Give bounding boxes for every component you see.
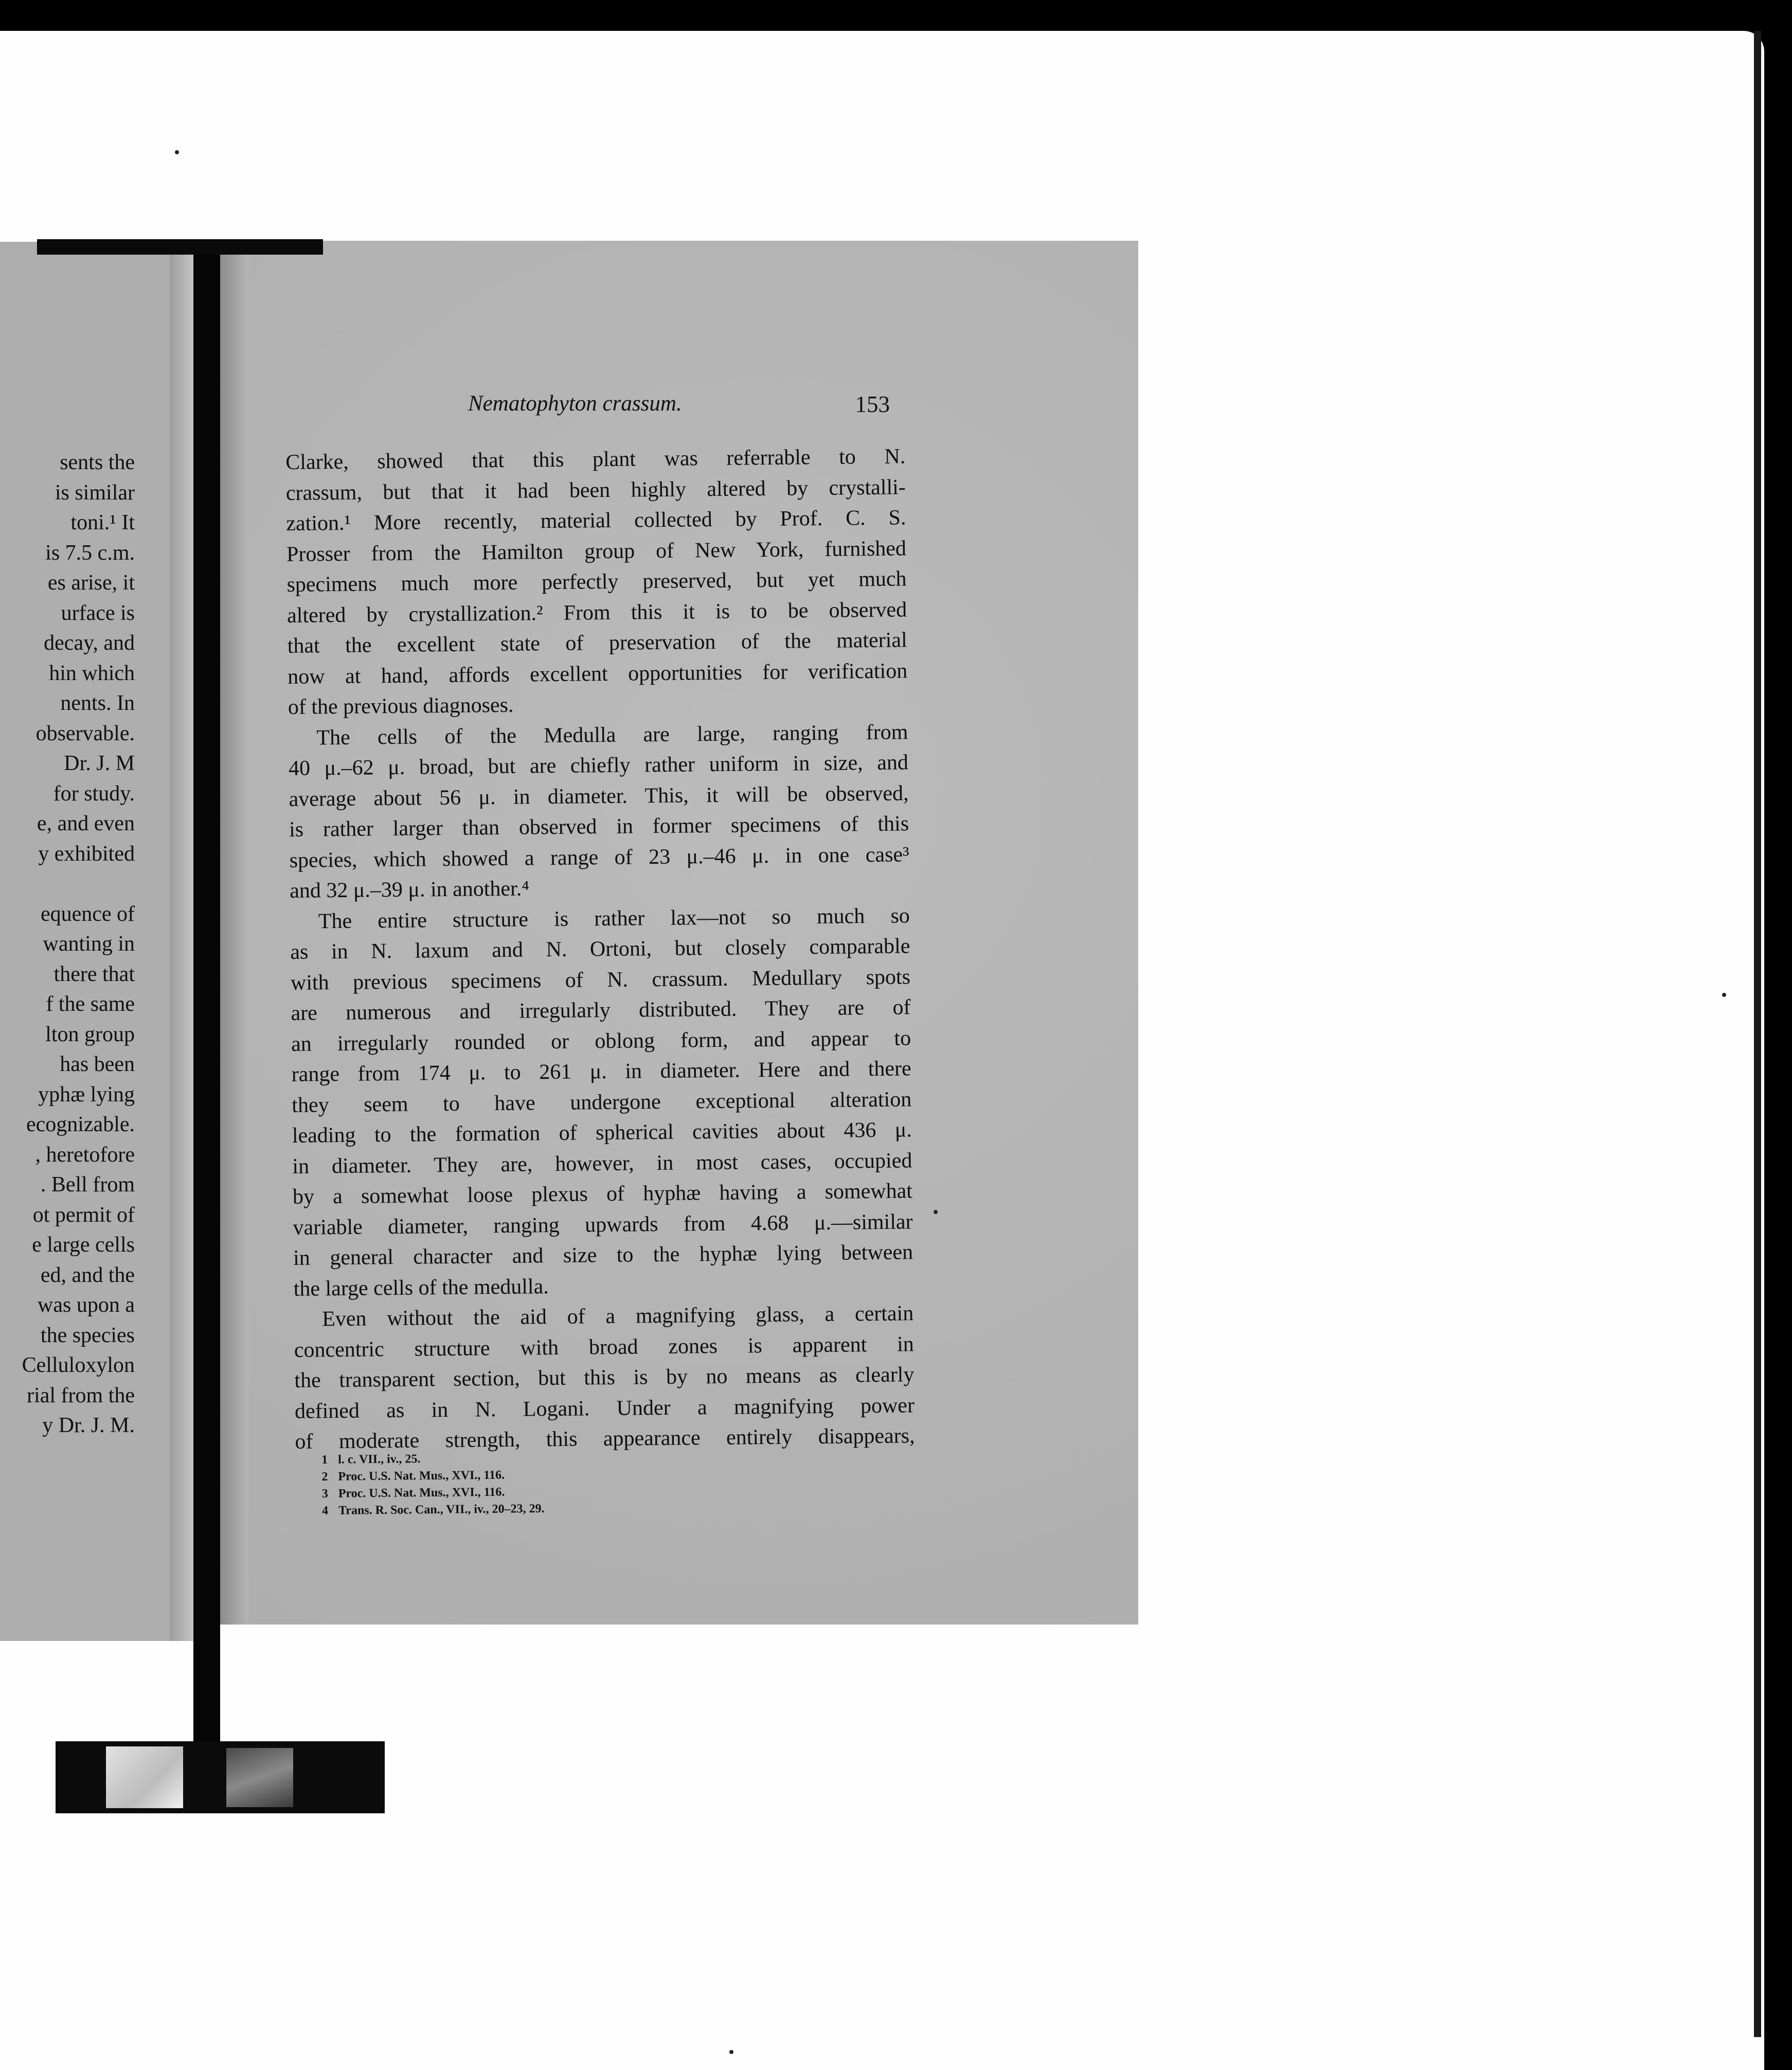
previous-page-line: the species [40, 1323, 135, 1347]
text-line: species, which showed a range of 23 μ.–46 μ. in one case³ [289, 842, 909, 872]
previous-page-line: sents the [60, 451, 135, 474]
text-line: and 32 μ.–39 μ. in another.⁴ [290, 877, 530, 903]
previous-page-line: equence of [40, 902, 135, 926]
previous-page-line: ed, and the [40, 1263, 135, 1287]
page-number: 153 [855, 391, 890, 417]
text-line: in general character and size to the hyphæ lying between [293, 1240, 913, 1270]
previous-page-line: rial from the [27, 1383, 135, 1407]
dust-speck [175, 150, 179, 154]
previous-page-line: , heretofore [35, 1143, 135, 1167]
previous-page-line: es arise, it [47, 571, 135, 595]
previous-page-line: toni.¹ It [70, 511, 135, 534]
previous-page-line: lton group [45, 1022, 135, 1046]
text-line: that the excellent state of preservation of the material [287, 628, 907, 658]
text-line: zation.¹ More recently, material collected by Prof. C. S. [286, 506, 906, 536]
text-line: average about 56 μ. in diameter. This, it will be observed, [289, 781, 909, 811]
text-line: The cells of the Medulla are large, ranging from [316, 720, 908, 750]
footnote-text: Trans. R. Soc. Can., VII., iv., 20–23, 29. [338, 1502, 545, 1518]
footnote-number: 3 [321, 1487, 328, 1501]
binding-tab-top [37, 239, 323, 255]
previous-page-line: ot permit of [32, 1203, 135, 1227]
previous-page-line: y exhibited [38, 842, 135, 866]
previous-page-line: wanting in [43, 932, 135, 956]
text-line: 40 μ.–62 μ. broad, but are chiefly rather uniform in size, and [288, 751, 909, 780]
footnotes [321, 1447, 785, 1520]
previous-page-line: is similar [55, 480, 135, 505]
footnote-text: l. c. VII., iv., 25. [338, 1452, 421, 1467]
text-line: specimens much more perfectly preserved, but yet much [286, 567, 907, 597]
text-line: altered by crystallization.² From this it is to be observed [286, 597, 907, 628]
previous-page-line: observable. [35, 721, 135, 745]
text-line: Prosser from the Hamilton group of New York, furnished [286, 536, 907, 566]
previous-page-line: y Dr. J. M. [42, 1414, 135, 1437]
binding-tab-shadow [226, 1748, 293, 1807]
footnote-number: 2 [321, 1470, 328, 1484]
text-line: are numerous and irregularly distributed. They are of [291, 995, 911, 1025]
text-line: by a somewhat loose plexus of hyphæ having a somewhat [292, 1179, 913, 1209]
card-edge [1754, 31, 1761, 2037]
previous-page-line: yphæ lying [38, 1082, 135, 1107]
text-line: The entire structure is rather lax—not so much so [318, 903, 910, 933]
previous-page-line: hin which [49, 661, 135, 685]
running-title: Nematophyton crassum. [468, 391, 682, 416]
previous-page-line [0, 869, 135, 899]
dust-speck [1722, 993, 1726, 997]
text-line: concentric structure with broad zones is apparent in [294, 1332, 915, 1362]
previous-page-line: Celluloxylon [22, 1353, 135, 1377]
previous-page-line: f the same [46, 992, 135, 1016]
previous-page-line: e large cells [32, 1233, 135, 1257]
previous-page-line: Dr. J. M [64, 752, 135, 775]
footnote-number: 4 [321, 1504, 329, 1518]
text-line: as in N. laxum and N. Ortoni, but closely comparable [290, 934, 910, 964]
previous-page-line: nents. In [60, 691, 135, 715]
text-line: range from 174 μ. to 261 μ. in diameter. Here and there [291, 1057, 911, 1086]
previous-page-line: . Bell from [40, 1173, 135, 1197]
text-line: with previous specimens of N. crassum. Medullary spots [290, 965, 911, 995]
text-line: variable diameter, ranging upwards from 4.68 μ.—similar [293, 1209, 913, 1240]
text-line: defined as in N. Logani. Under a magnifying power [294, 1393, 915, 1423]
previous-page-line: urface is [61, 601, 135, 625]
text-line: in diameter. They are, however, in most cases, occupied [292, 1148, 912, 1179]
text-line: of moderate strength, this appearance entirely disappears, [295, 1424, 915, 1454]
text-line: is rather larger than observed in former specimens of this [289, 812, 909, 842]
text-line: Clarke, showed that this plant was referrable to N. [285, 444, 906, 474]
binding-tab-bottom [56, 1741, 385, 1813]
dust-speck [729, 2050, 733, 2054]
previous-page-line: ecognizable. [26, 1113, 135, 1136]
previous-page-line: decay, and [44, 631, 135, 655]
text-line: the transparent section, but this is by no means as clearly [294, 1363, 915, 1393]
page-binding-shadow [220, 241, 248, 1625]
previous-page-line: has been [60, 1052, 135, 1076]
footnote-text: Proc. U.S. Nat. Mus., XVI., 116. [338, 1485, 505, 1501]
previous-page-line: for study. [53, 781, 135, 806]
dust-speck [934, 1210, 938, 1214]
previous-page-line: is 7.5 c.m. [45, 541, 135, 565]
binding-tab-paper [106, 1746, 183, 1808]
text-line: of the previous diagnoses. [288, 693, 514, 719]
text-line: they seem to have undergone exceptional alteration [292, 1087, 912, 1117]
previous-page-text [0, 448, 135, 1441]
text-line: the large cells of the medulla. [293, 1274, 549, 1301]
text-line: Even without the aid of a magnifying glass, a certain [322, 1301, 914, 1331]
text-line: crassum, but that it had been highly altered by crystalli- [285, 475, 906, 505]
footnote-text: Proc. U.S. Nat. Mus., XVI., 116. [338, 1468, 505, 1484]
footnote-number: 1 [321, 1453, 328, 1467]
binding-bar [193, 242, 220, 1764]
previous-page-line: e, and even [37, 812, 135, 835]
previous-page-line: was upon a [38, 1293, 135, 1317]
body-text [285, 441, 915, 1457]
text-line: now at hand, affords excellent opportunities for verification [288, 658, 908, 689]
previous-page-line: there that [53, 962, 135, 986]
text-line: an irregularly rounded or oblong form, and appear to [291, 1026, 911, 1056]
text-line: leading to the formation of spherical cavities about 436 μ. [292, 1118, 912, 1148]
